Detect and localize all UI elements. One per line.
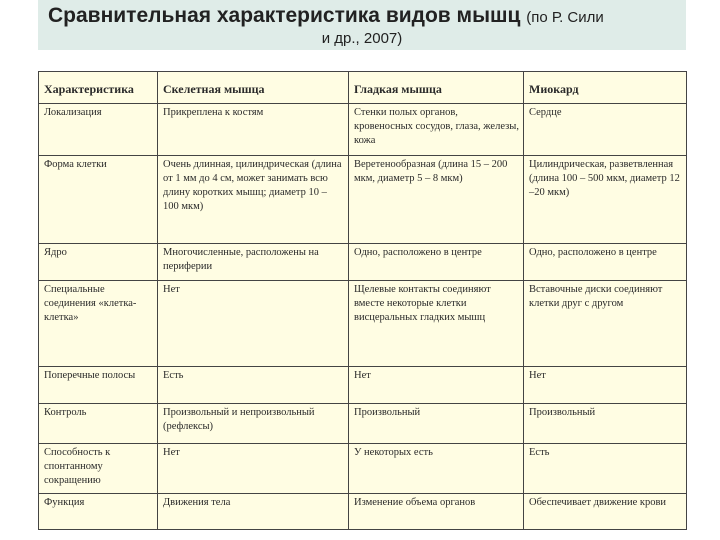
table-cell: Произвольный и непроизвольный (рефлексы) [158,404,349,444]
header-cell-smooth: Гладкая мышца [349,72,524,104]
row-label-cell: Поперечные полосы [39,367,158,404]
table-row [39,104,687,156]
table-cell: Нет [524,367,687,404]
row-label-cell: Форма клетки [39,156,158,244]
title-authors-part1: (по Р. Сили [526,9,604,26]
table-cell: Произвольный [524,404,687,444]
header-cell-characteristic: Характеристика [39,72,158,104]
table-row [39,494,687,530]
table-header-row [39,72,687,104]
title-authors-part2: и др., 2007) [321,30,403,47]
page-title [48,4,688,28]
title-banner [38,0,686,50]
table-cell: Вставочные диски соединяют клетки друг с другом [524,281,687,367]
table-row [39,281,687,367]
row-label-cell: Способность к спонтанному сокращению [39,444,158,494]
table-cell: Очень длинная, цилиндрическая (длина от 1 мм до 4 см, может занимать всю длину коротких мышц; диаметр 10 – 100 мкм) [158,156,349,244]
table-cell: Сердце [524,104,687,156]
table-cell: Одно, расположено в центре [524,244,687,281]
header-cell-skeletal: Скелетная мышца [158,72,349,104]
table-cell: Нет [349,367,524,404]
table-cell: Многочисленные, расположены на периферии [158,244,349,281]
table-row [39,367,687,404]
row-label-cell: Контроль [39,404,158,444]
table-cell: Есть [158,367,349,404]
table-cell: Движения тела [158,494,349,530]
table-row [39,244,687,281]
row-label-cell: Функция [39,494,158,530]
comparison-table [38,71,687,530]
table-row [39,444,687,494]
table-cell: Веретенообразная (длина 15 – 200 мкм, диаметр 5 – 8 мкм) [349,156,524,244]
table-cell: Обеспечивает движение крови [524,494,687,530]
table-cell: Щелевые контакты соединяют вместе некоторые клетки висцеральных гладких мышц [349,281,524,367]
table-cell: Нет [158,281,349,367]
table-cell: Произвольный [349,404,524,444]
table-cell: Нет [158,444,349,494]
table-cell: Цилиндрическая, разветвленная (длина 100 – 500 мкм, диаметр 12 –20 мкм) [524,156,687,244]
title-main-text: Сравнительная характеристика видов мышц [48,4,521,27]
row-label-cell: Специальные соединения «клетка-клетка» [39,281,158,367]
table-cell: Есть [524,444,687,494]
table-cell: Одно, расположено в центре [349,244,524,281]
table-row [39,404,687,444]
row-label-cell: Ядро [39,244,158,281]
table-cell: Прикреплена к костям [158,104,349,156]
row-label-cell: Локализация [39,104,158,156]
table-row [39,156,687,244]
table-cell: Стенки полых органов, кровеносных сосудов, глаза, железы, кожа [349,104,524,156]
header-cell-myocardium: Миокард [524,72,687,104]
table-cell: У некоторых есть [349,444,524,494]
table-cell: Изменение объема органов [349,494,524,530]
